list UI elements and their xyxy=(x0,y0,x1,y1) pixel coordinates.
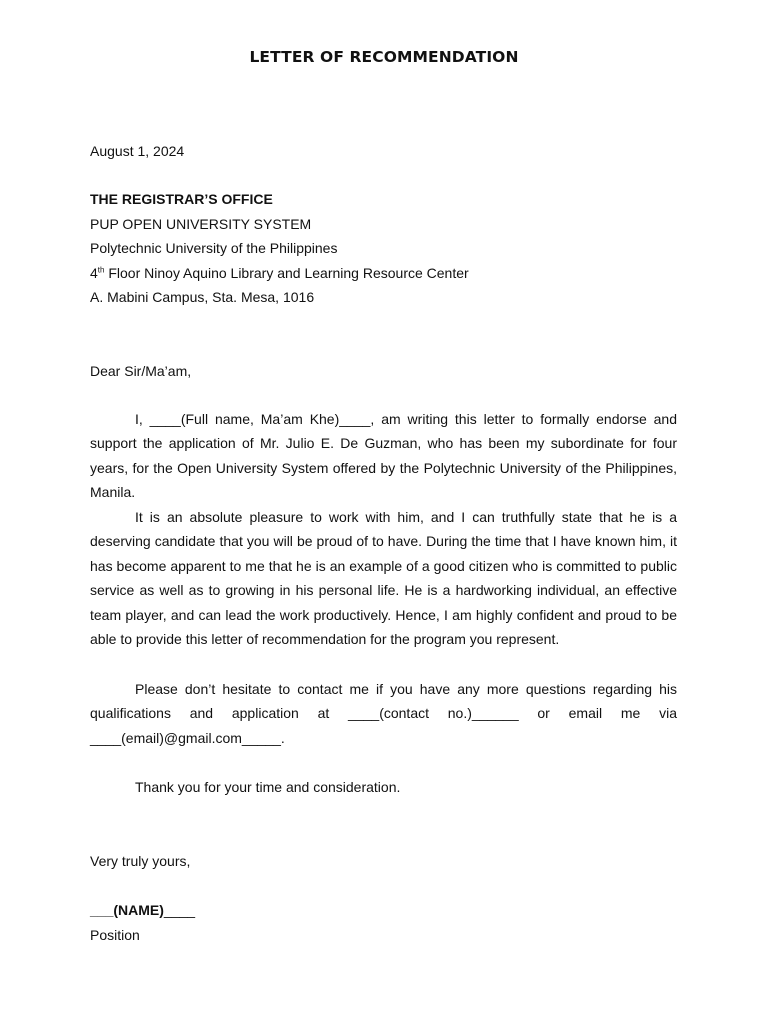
signature-name xyxy=(90,901,195,919)
floor-suffix: th xyxy=(97,265,105,275)
letter-date: August 1, 2024 xyxy=(90,143,185,159)
recipient-campus: A. Mabini Campus, Sta. Mesa, 1016 xyxy=(90,289,315,305)
recipient-address-floor xyxy=(90,264,469,282)
signature-name-placeholder: (NAME) xyxy=(113,902,164,918)
body-paragraph-endorsement: It is an absolute pleasure to work with him, and I can truthfully state that he is a deserving candidate that you will be proud of to have. During the time that I have known him, it has become apparent to me that he is an example of a good citizen who is committed to public service as well as to growing in his personal life. He is a hardworking individual, an effective team player, and can lead the work productively. Hence, I am highly confident and proud to be able to provide this letter of recommendation for the program you represent. xyxy=(90,509,677,648)
signature-position: Position xyxy=(90,927,140,943)
floor-rest: Floor Ninoy Aquino Library and Learning Resource Center xyxy=(104,265,469,281)
salutation: Dear Sir/Ma’am, xyxy=(90,363,192,379)
body-paragraph-thanks: Thank you for your time and consideration. xyxy=(135,779,401,795)
signature-prefix: ___ xyxy=(90,902,114,918)
signature-suffix: ____ xyxy=(163,902,196,918)
recipient-system: PUP OPEN UNIVERSITY SYSTEM xyxy=(90,216,312,232)
recipient-office: THE REGISTRAR’S OFFICE xyxy=(90,191,273,207)
body-paragraph-contact: Please don’t hesitate to contact me if you have any more questions regarding his qualifications and application at ____(contact no.)______ or email me via ____(email)@gmail.com_____. xyxy=(90,681,677,746)
recipient-university: Polytechnic University of the Philippines xyxy=(90,240,338,256)
body-paragraph-intro: I, ____(Full name, Ma’am Khe)____, am writing this letter to formally endorse and support the application of Mr. Julio E. De Guzman, who has been my subordinate for four years, for the Open University System offered by the Polytechnic University of the Philippines, Manila. xyxy=(90,411,677,501)
floor-number: 4 xyxy=(90,265,98,281)
closing: Very truly yours, xyxy=(90,853,191,869)
page-title: LETTER OF RECOMMENDATION xyxy=(249,48,519,66)
